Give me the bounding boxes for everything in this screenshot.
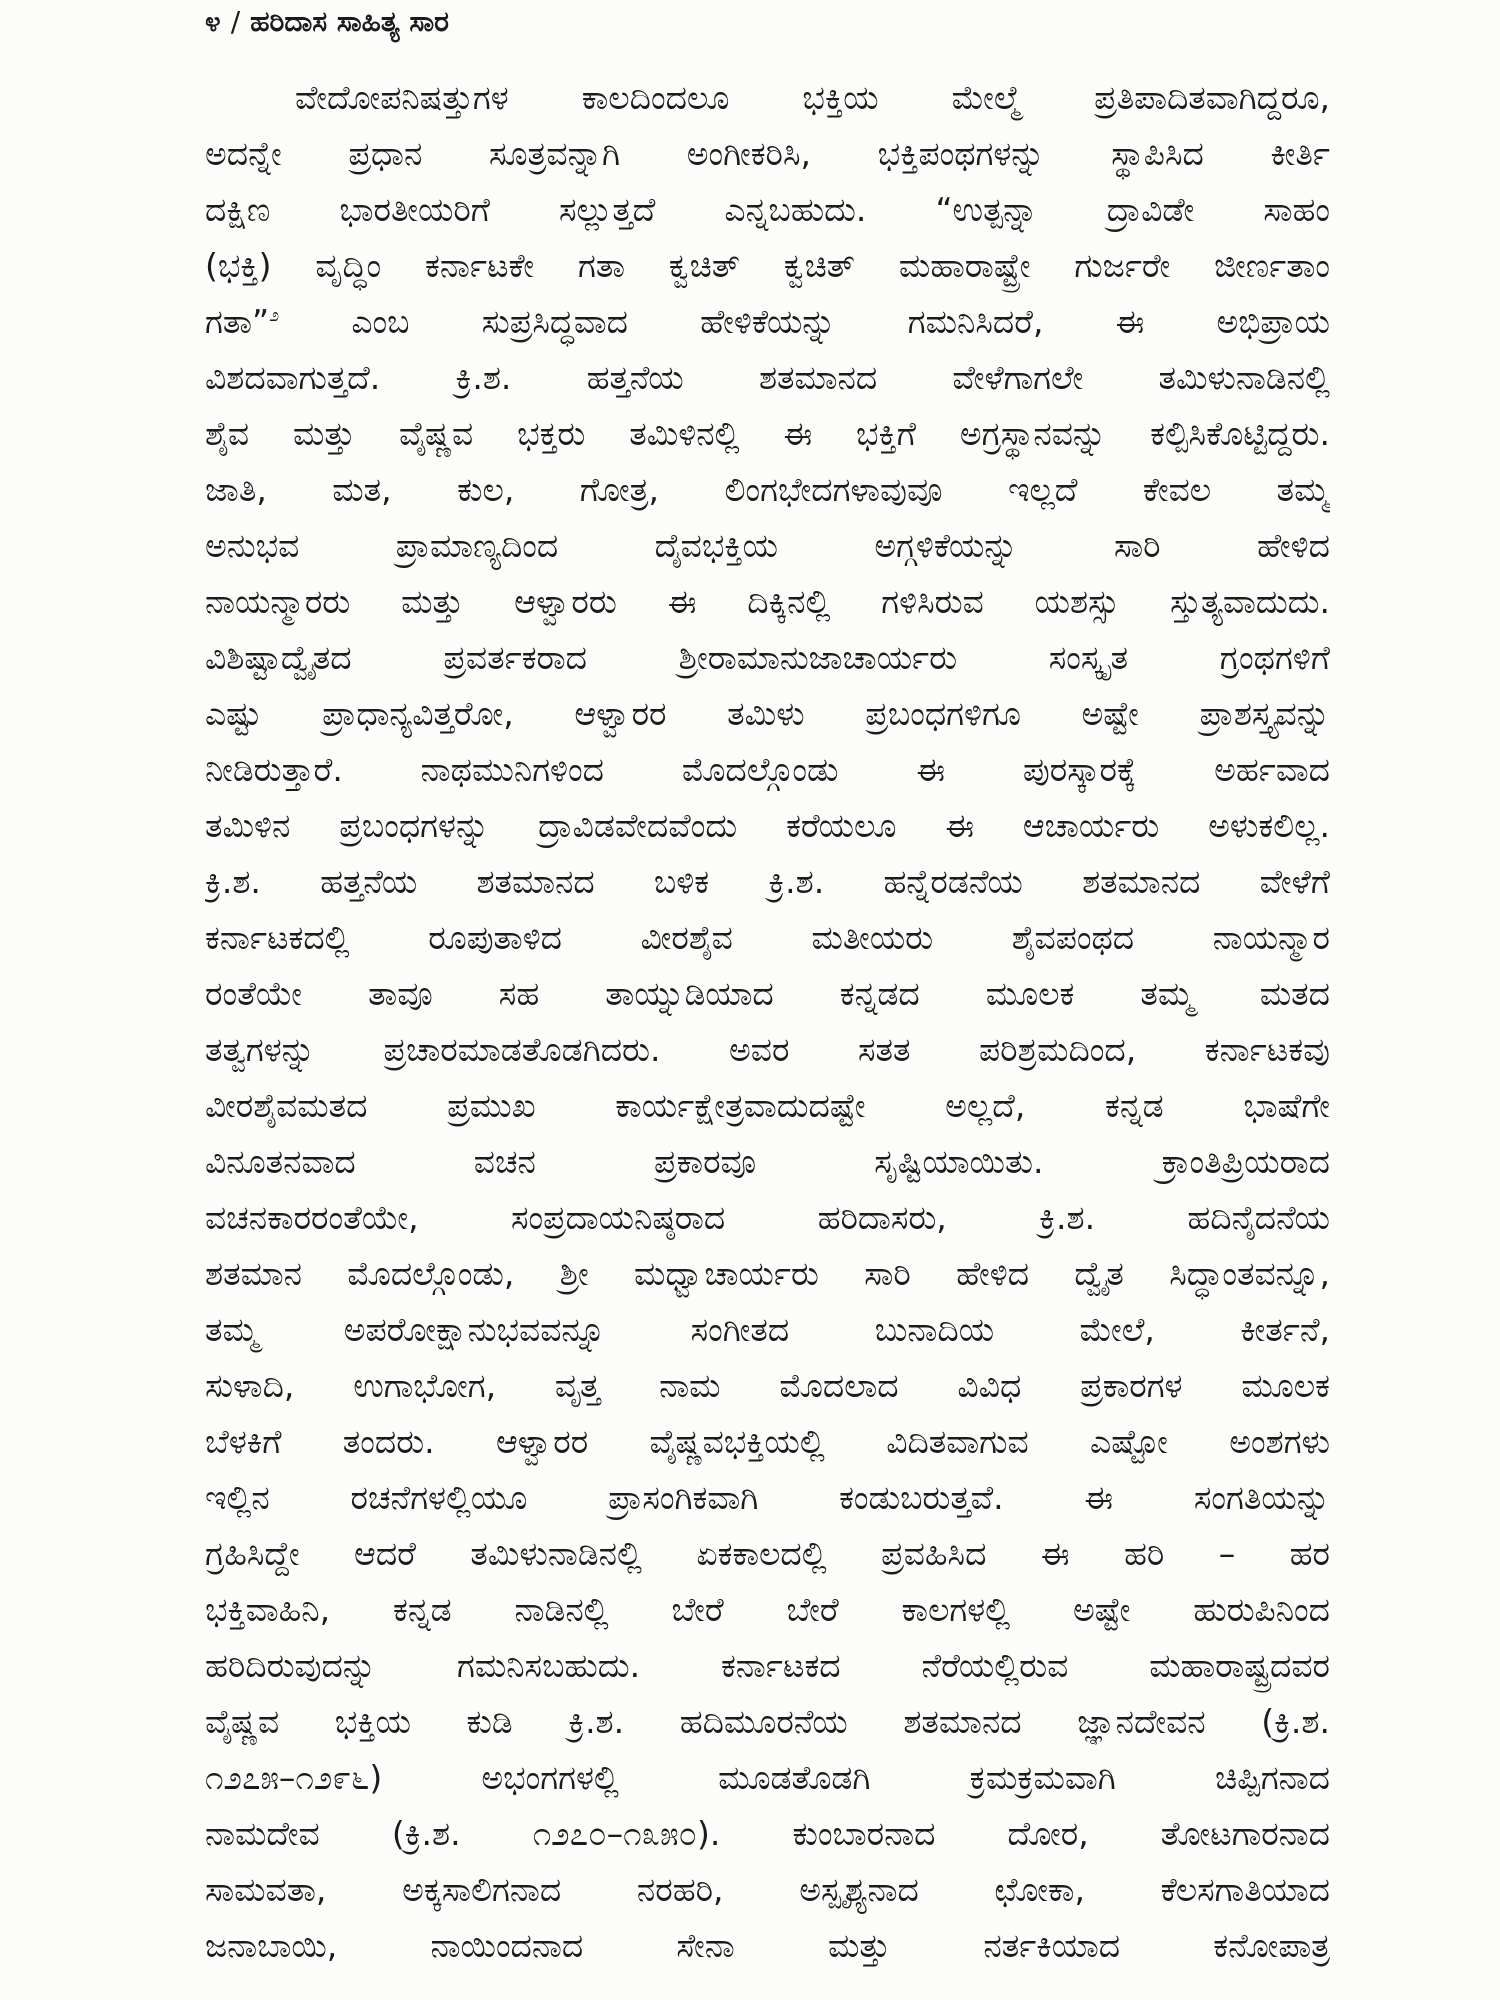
body-line: ಕ್ರಿ.ಶ. ಹತ್ತನೆಯ ಶತಮಾನದ ಬಳಿಕ ಕ್ರಿ.ಶ. ಹನ್ನೆರಡನೆಯ ಶತಮಾನದ ವೇಳೆಗೆ — [205, 862, 1330, 901]
body-line: ವಿನೂತನವಾದ ವಚನ ಪ್ರಕಾರವೂ ಸೃಷ್ಟಿಯಾಯಿತು. ಕ್ರಾಂತಿಪ್ರಿಯರಾದ — [205, 1142, 1330, 1181]
body-line: (ಭಕ್ತಿ) ವೃದ್ಧಿಂ ಕರ್ನಾಟಕೇ ಗತಾ ಕ್ವಚಿತ್ ಕ್ವಚಿತ್ ಮಹಾರಾಷ್ಟ್ರೇ ಗುರ್ಜರೇ ಜೀರ್ಣತಾಂ — [205, 246, 1330, 285]
body-line: ಸುಳಾದಿ, ಉಗಾಭೋಗ, ವೃತ್ತ ನಾಮ ಮೊದಲಾದ ವಿವಿಧ ಪ್ರಕಾರಗಳ ಮೂಲಕ — [205, 1366, 1330, 1405]
body-line: ವಿಶದವಾಗುತ್ತದೆ. ಕ್ರಿ.ಶ. ಹತ್ತನೆಯ ಶತಮಾನದ ವೇಳೆಗಾಗಲೇ ತಮಿಳುನಾಡಿನಲ್ಲಿ — [205, 358, 1330, 397]
body-line: ಇಲ್ಲಿನ ರಚನೆಗಳಲ್ಲಿಯೂ ಪ್ರಾಸಂಗಿಕವಾಗಿ ಕಂಡುಬರುತ್ತವೆ. ಈ ಸಂಗತಿಯನ್ನು — [205, 1478, 1330, 1517]
body-line: ತತ್ವಗಳನ್ನು ಪ್ರಚಾರಮಾಡತೊಡಗಿದರು. ಅವರ ಸತತ ಪರಿಶ್ರಮದಿಂದ, ಕರ್ನಾಟಕವು — [205, 1030, 1330, 1069]
body-line: ಸಾಮವತಾ, ಅಕ್ಕಸಾಲಿಗನಾದ ನರಹರಿ, ಅಸ್ಪೃಶ್ಯನಾದ ಛೋಕಾ, ಕೆಲಸಗಾತಿಯಾದ — [205, 1870, 1330, 1909]
body-line: ಅನುಭವ ಪ್ರಾಮಾಣ್ಯದಿಂದ ದೈವಭಕ್ತಿಯ ಅಗ್ಗಳಿಕೆಯನ್ನು ಸಾರಿ ಹೇಳಿದ — [205, 526, 1330, 565]
body-line: ಬೆಳಕಿಗೆ ತಂದರು. ಆಳ್ವಾರರ ವೈಷ್ಣವಭಕ್ತಿಯಲ್ಲಿ ವಿದಿತವಾಗುವ ಎಷ್ಟೋ ಅಂಶಗಳು — [205, 1422, 1330, 1461]
body-line: ಅದನ್ನೇ ಪ್ರಧಾನ ಸೂತ್ರವನ್ನಾಗಿ ಅಂಗೀಕರಿಸಿ, ಭಕ್ತಿಪಂಥಗಳನ್ನು ಸ್ಥಾಪಿಸಿದ ಕೀರ್ತಿ — [205, 134, 1330, 173]
body-line: ರಂತೆಯೇ ತಾವೂ ಸಹ ತಾಯ್ನುಡಿಯಾದ ಕನ್ನಡದ ಮೂಲಕ ತಮ್ಮ ಮತದ — [205, 974, 1330, 1013]
body-line: ಹರಿದಿರುವುದನ್ನು ಗಮನಿಸಬಹುದು. ಕರ್ನಾಟಕದ ನೆರೆಯಲ್ಲಿರುವ ಮಹಾರಾಷ್ಟ್ರದವರ — [205, 1646, 1330, 1685]
body-line: ಶತಮಾನ ಮೊದಲ್ಗೊಂಡು, ಶ್ರೀ ಮಧ್ವಾಚಾರ್ಯರು ಸಾರಿ ಹೇಳಿದ ದ್ವೈತ ಸಿದ್ಧಾಂತವನ್ನೂ, — [205, 1254, 1330, 1293]
body-line: ವಿಶಿಷ್ಟಾದ್ವೈತದ ಪ್ರವರ್ತಕರಾದ ಶ್ರೀರಾಮಾನುಜಾಚಾರ್ಯರು ಸಂಸ್ಕೃತ ಗ್ರಂಥಗಳಿಗೆ — [205, 638, 1330, 677]
body-line: ನಾಯನ್ಮಾರರು ಮತ್ತು ಆಳ್ವಾರರು ಈ ದಿಕ್ಕಿನಲ್ಲಿ ಗಳಿಸಿರುವ ಯಶಸ್ಸು ಸ್ತುತ್ಯವಾದುದು. — [205, 582, 1330, 621]
body-line: ಗ್ರಹಿಸಿದ್ದೇ ಆದರೆ ತಮಿಳುನಾಡಿನಲ್ಲಿ ಏಕಕಾಲದಲ್ಲಿ ಪ್ರವಹಿಸಿದ ಈ ಹರಿ – ಹರ — [205, 1534, 1330, 1573]
body-line: ಜಾತಿ, ಮತ, ಕುಲ, ಗೋತ್ರ, ಲಿಂಗಭೇದಗಳಾವುವೂ ಇಲ್ಲದೆ ಕೇವಲ ತಮ್ಮ — [205, 470, 1330, 509]
body-line-segment: ಗತಾ” — [205, 302, 270, 341]
body-line: ನೀಡಿರುತ್ತಾರೆ. ನಾಥಮುನಿಗಳಿಂದ ಮೊದಲ್ಗೊಂಡು ಈ ಪುರಸ್ಕಾರಕ್ಕೆ ಅರ್ಹವಾದ — [205, 750, 1330, 789]
body-line: ಕರ್ನಾಟಕದಲ್ಲಿ ರೂಪುತಾಳಿದ ವೀರಶೈವ ಮತೀಯರು ಶೈವಪಂಥದ ನಾಯನ್ಮಾರ — [205, 918, 1330, 957]
body-text — [205, 70, 1330, 1974]
body-line: ವೀರಶೈವಮತದ ಪ್ರಮುಖ ಕಾರ್ಯಕ್ಷೇತ್ರವಾದುದಷ್ಟೇ ಅಲ್ಲದೆ, ಕನ್ನಡ ಭಾಷೆಗೇ — [205, 1086, 1330, 1125]
body-line: ತಮಿಳಿನ ಪ್ರಬಂಧಗಳನ್ನು ದ್ರಾವಿಡವೇದವೆಂದು ಕರೆಯಲೂ ಈ ಆಚಾರ್ಯರು ಅಳುಕಲಿಲ್ಲ. — [205, 806, 1330, 845]
page-number: ೪ — [205, 5, 221, 38]
body-line: ಎಷ್ಟು ಪ್ರಾಧಾನ್ಯವಿತ್ತರೋ, ಆಳ್ವಾರರ ತಮಿಳು ಪ್ರಬಂಧಗಳಿಗೂ ಅಷ್ಟೇ ಪ್ರಾಶಸ್ತ್ಯವನ್ನು — [205, 694, 1330, 733]
body-line: ವೈಷ್ಣವ ಭಕ್ತಿಯ ಕುಡಿ ಕ್ರಿ.ಶ. ಹದಿಮೂರನೆಯ ಶತಮಾನದ ಜ್ಞಾನದೇವನ (ಕ್ರಿ.ಶ. — [205, 1702, 1330, 1741]
book-title: ಹರಿದಾಸ ಸಾಹಿತ್ಯ ಸಾರ — [250, 5, 449, 38]
body-line: ನಾಮದೇವ (ಕ್ರಿ.ಶ. ೧೨೭೦–೧೩೫೦). ಕುಂಬಾರನಾದ ದೋರ, ತೋಟಗಾರನಾದ — [205, 1814, 1330, 1853]
running-head — [205, 2, 449, 42]
body-line: ವೇದೋಪನಿಷತ್ತುಗಳ ಕಾಲದಿಂದಲೂ ಭಕ್ತಿಯ ಮೇಲ್ಮೆ ಪ್ರತಿಪಾದಿತವಾಗಿದ್ದರೂ, — [295, 78, 1330, 117]
body-line-with-footnote — [205, 294, 1330, 350]
body-line-segment: ಎಂಬ ಸುಪ್ರಸಿದ್ಧವಾದ ಹೇಳಿಕೆಯನ್ನು ಗಮನಿಸಿದರೆ, ಈ ಅಭಿಪ್ರಾಯ — [279, 302, 1330, 341]
footnote-marker: ೨ — [269, 305, 280, 326]
body-line: ೧೨೭೫–೧೨೯೬) ಅಭಂಗಗಳಲ್ಲಿ ಮೂಡತೊಡಗಿ ಕ್ರಮಕ್ರಮವಾಗಿ ಚಿಪ್ಪಿಗನಾದ — [205, 1758, 1330, 1797]
body-line: ಭಕ್ತಿವಾಹಿನಿ, ಕನ್ನಡ ನಾಡಿನಲ್ಲಿ ಬೇರೆ ಬೇರೆ ಕಾಲಗಳಲ್ಲಿ ಅಷ್ಟೇ ಹುರುಪಿನಿಂದ — [205, 1590, 1330, 1629]
running-head-separator: / — [230, 5, 241, 38]
body-line: ವಚನಕಾರರಂತೆಯೇ, ಸಂಪ್ರದಾಯನಿಷ್ಠರಾದ ಹರಿದಾಸರು, ಕ್ರಿ.ಶ. ಹದಿನೈದನೆಯ — [205, 1198, 1330, 1237]
body-line: ಶೈವ ಮತ್ತು ವೈಷ್ಣವ ಭಕ್ತರು ತಮಿಳಿನಲ್ಲಿ ಈ ಭಕ್ತಿಗೆ ಅಗ್ರಸ್ಥಾನವನ್ನು ಕಲ್ಪಿಸಿಕೊಟ್ಟಿದ್ದರು. — [205, 414, 1330, 453]
body-line: ದಕ್ಷಿಣ ಭಾರತೀಯರಿಗೆ ಸಲ್ಲುತ್ತದೆ ಎನ್ನಬಹುದು. “ಉತ್ಪನ್ನಾ ದ್ರಾವಿಡೇ ಸಾಹಂ — [205, 190, 1330, 229]
body-line: ಜನಾಬಾಯಿ, ನಾಯಿಂದನಾದ ಸೇನಾ ಮತ್ತು ನರ್ತಕಿಯಾದ ಕನೋಪಾತ್ರ — [205, 1926, 1330, 1965]
body-line: ತಮ್ಮ ಅಪರೋಕ್ಷಾನುಭವವನ್ನೂ ಸಂಗೀತದ ಬುನಾದಿಯ ಮೇಲೆ, ಕೀರ್ತನೆ, — [205, 1310, 1330, 1349]
